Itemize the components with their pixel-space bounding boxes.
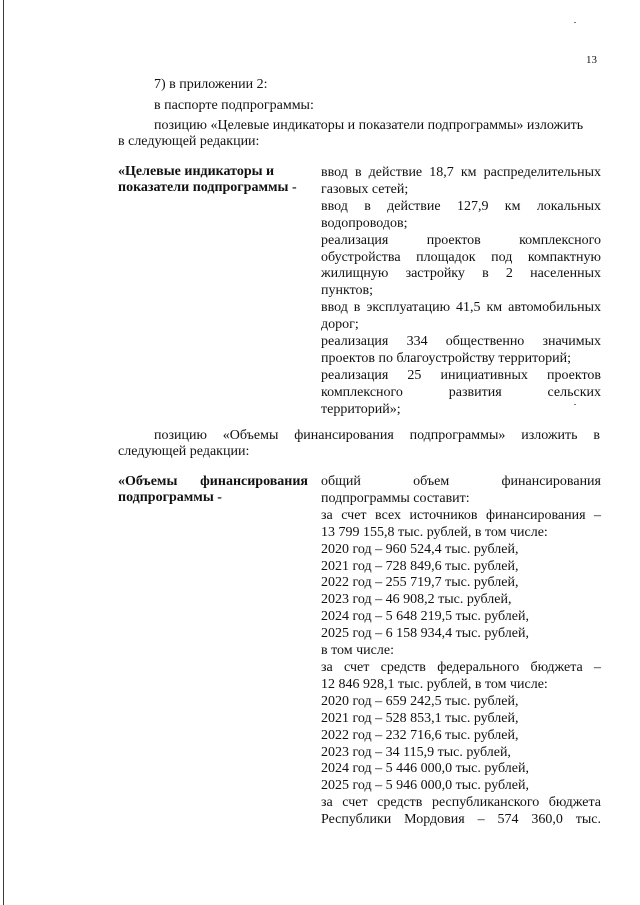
block1-text xyxy=(321,165,601,419)
block1-line: ввод в действие 18,7 км распределительных xyxy=(321,165,601,180)
block2-line: 2021 год – 528 853,1 тыс. рублей, xyxy=(321,710,519,726)
intro-line-4: в следующей редакции: xyxy=(118,134,260,149)
block2-line: 2024 год – 5 446 000,0 тыс. рублей, xyxy=(321,761,529,777)
block1-line: реализация 25 инициативных проектов xyxy=(321,367,601,383)
block2-text xyxy=(321,474,601,829)
page-left-edge xyxy=(3,0,4,905)
block1-line: проектов по благоустройству территорий; xyxy=(321,350,571,366)
block1-line: дорог; xyxy=(321,317,359,333)
block1-line: водопроводов; xyxy=(321,215,408,231)
block2-line: 13 799 155,8 тыс. рублей, в том числе: xyxy=(321,524,548,540)
block2-line: Республики Мордовия – 574 360,0 тыс. xyxy=(321,812,601,828)
block2-line: 2023 год – 34 115,9 тыс. рублей, xyxy=(321,744,511,760)
block1-line: реализация 334 общественно значимых xyxy=(321,334,601,350)
block2-label-line-2: подпрограммы - xyxy=(118,490,222,505)
block1-line: реализация проектов комплексного xyxy=(321,232,601,248)
block2-line: 2020 год – 659 242,5 тыс. рублей, xyxy=(321,693,519,709)
page-number: 13 xyxy=(586,54,597,66)
block2-label xyxy=(118,474,308,506)
block1-label-line-1: «Целевые индикаторы и xyxy=(118,164,275,179)
block2-line: подпрограммы составит: xyxy=(321,490,470,506)
middle-line-1: позицию «Объемы финансирования подпрограммы» изложить в xyxy=(154,428,600,443)
block2-line: 2022 год – 255 719,7 тыс. рублей, xyxy=(321,575,519,591)
block2-line: 2024 год – 5 648 219,5 тыс. рублей, xyxy=(321,609,529,625)
block1-line: обустройства площадок под компактную xyxy=(321,249,601,265)
block2-line: 12 846 928,1 тыс. рублей, в том числе: xyxy=(321,676,548,692)
block2-line: общий объем финансирования xyxy=(321,474,601,489)
middle-line-2: следующей редакции: xyxy=(118,444,250,459)
block2-label-line-1: «Объемы финансирования xyxy=(118,474,308,489)
block1-line: ввод в действие 127,9 км локальных xyxy=(321,198,601,214)
block2-line: 2021 год – 728 849,6 тыс. рублей, xyxy=(321,558,519,574)
block2-line: за счет всех источников финансирования – xyxy=(321,507,601,523)
intro-line-2: в паспорте подпрограммы: xyxy=(154,98,314,113)
block2-line: 2025 год – 5 946 000,0 тыс. рублей, xyxy=(321,778,529,794)
intro-line-3: позицию «Целевые индикаторы и показатели подпрограммы» изложить xyxy=(154,118,584,133)
block2-line: за счет средств федерального бюджета – xyxy=(321,659,601,675)
block1-line: территорий»; xyxy=(321,401,401,417)
block2-line: за счет средств республиканского бюджета xyxy=(321,795,601,811)
block2-line: 2025 год – 6 158 934,4 тыс. рублей, xyxy=(321,626,529,642)
block1-label-line-2: показатели подпрограммы - xyxy=(118,180,297,195)
block2-line: 2020 год – 960 524,4 тыс. рублей, xyxy=(321,541,519,557)
block1-line: жилищную застройку в 2 населенных xyxy=(321,266,601,282)
block2-line: 2023 год – 46 908,2 тыс. рублей, xyxy=(321,592,512,608)
block1-line: пунктов; xyxy=(321,283,374,299)
block1-line: газовых сетей; xyxy=(321,181,409,197)
block2-line: в том числе: xyxy=(321,643,394,659)
intro-line-1: 7) в приложении 2: xyxy=(154,77,268,92)
scan-speck xyxy=(574,22,576,23)
block2-line: 2022 год – 232 716,6 тыс. рублей, xyxy=(321,727,519,743)
block1-label xyxy=(118,164,308,196)
block1-line: комплексного развития сельских xyxy=(321,384,601,400)
block1-line: ввод в эксплуатацию 41,5 км автомобильных xyxy=(321,300,601,316)
